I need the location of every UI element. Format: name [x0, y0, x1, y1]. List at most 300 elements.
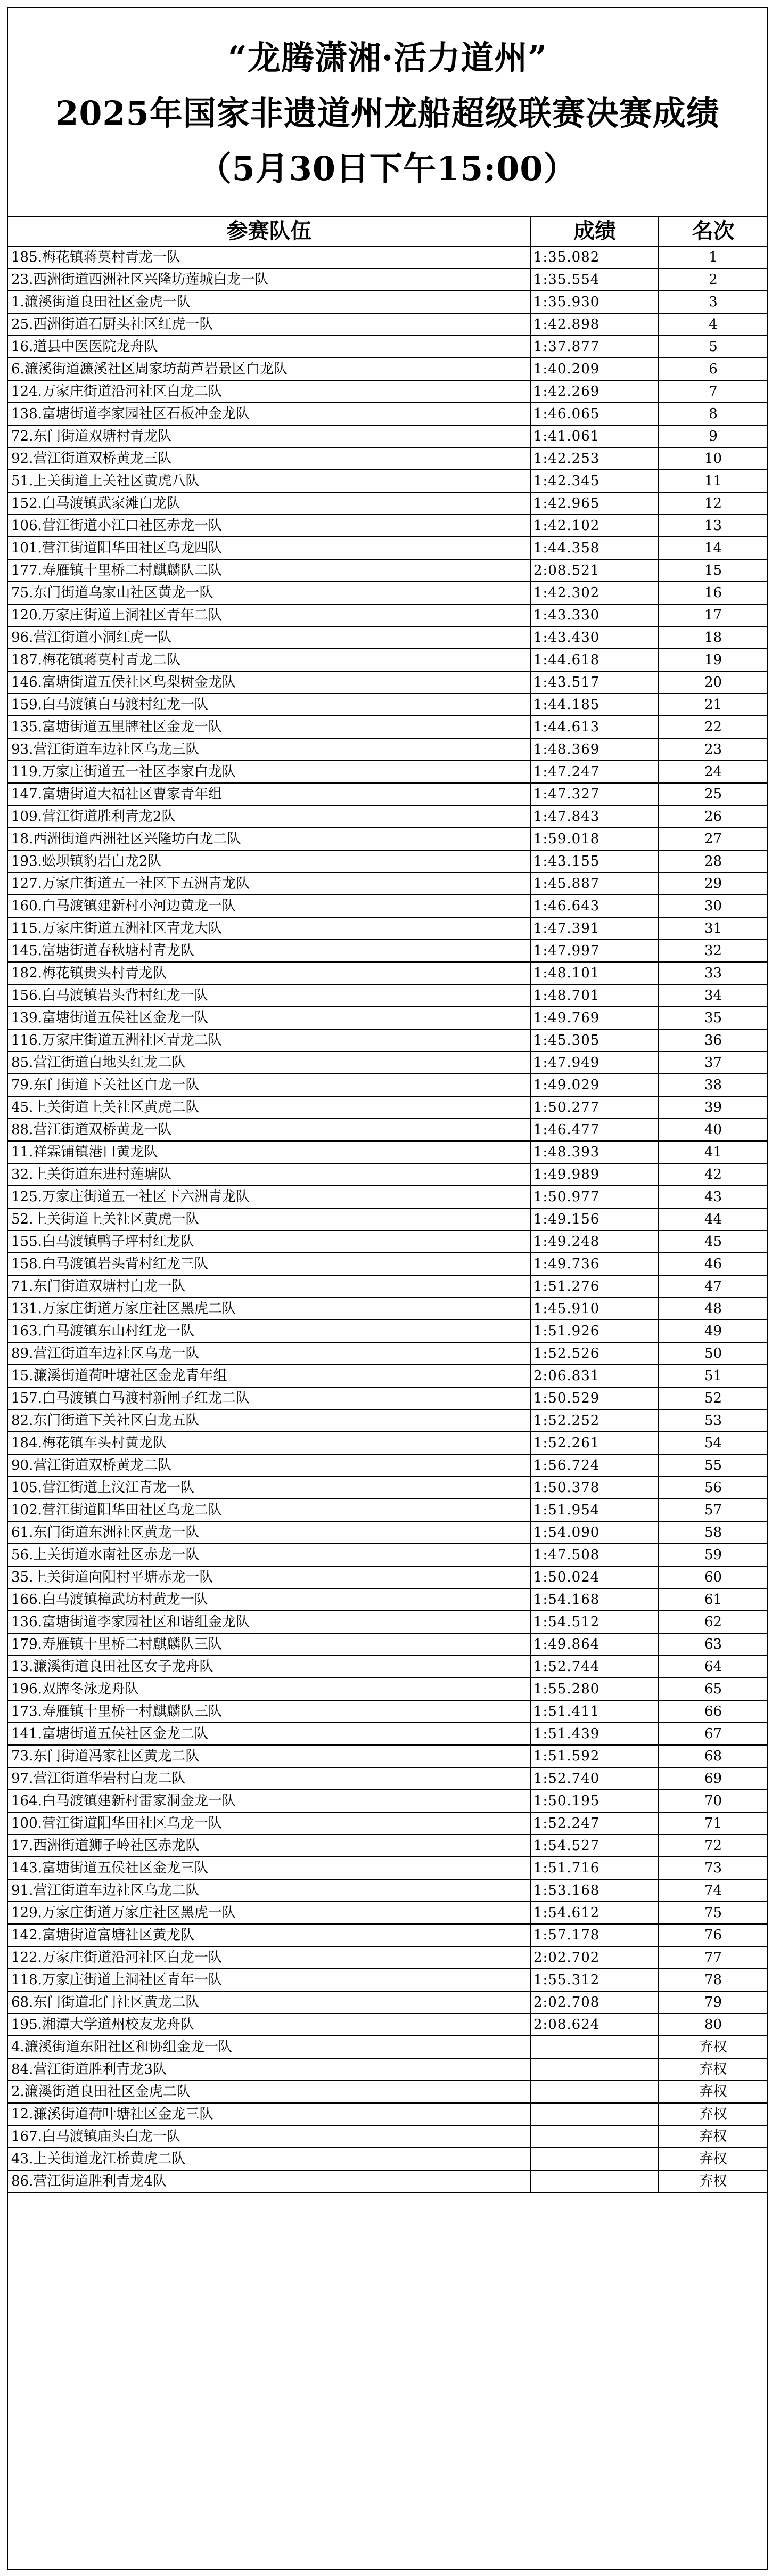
team-name-cell: 97.营江街道华岩村白龙二队 [8, 1767, 531, 1790]
table-row [8, 2036, 767, 2058]
score-cell: 1:45.910 [531, 1298, 659, 1320]
score-cell: 1:41.061 [531, 425, 659, 447]
team-name-cell: 156.白马渡镇岩头背村红龙一队 [8, 984, 531, 1007]
team-name-cell: 164.白马渡镇建新村雷家洞金龙一队 [8, 1790, 531, 1812]
score-cell: 1:51.411 [531, 1700, 659, 1723]
rank-cell: 7 [659, 380, 767, 403]
rank-cell: 弃权 [659, 2125, 767, 2148]
table-row [8, 582, 767, 604]
rank-cell: 25 [659, 783, 767, 805]
score-cell: 1:47.843 [531, 805, 659, 828]
table-row [8, 1745, 767, 1767]
score-cell: 1:51.716 [531, 1857, 659, 1879]
rank-cell: 68 [659, 1745, 767, 1767]
score-cell: 1:35.082 [531, 246, 659, 268]
table-row [8, 671, 767, 694]
table-row [8, 2103, 767, 2125]
table-row [8, 1208, 767, 1230]
table-row [8, 1051, 767, 1074]
team-name-cell: 167.白马渡镇庙头白龙一队 [8, 2125, 531, 2148]
table-row [8, 1611, 767, 1633]
score-cell [531, 2058, 659, 2081]
rank-cell: 34 [659, 984, 767, 1007]
table-row [8, 1096, 767, 1119]
score-cell: 1:46.065 [531, 403, 659, 425]
rank-cell: 35 [659, 1007, 767, 1029]
table-row [8, 1991, 767, 2013]
table-row [8, 850, 767, 873]
team-name-cell: 12.濂溪街道荷叶塘社区金龙三队 [8, 2103, 531, 2125]
score-cell: 1:42.898 [531, 313, 659, 336]
score-cell: 1:49.156 [531, 1208, 659, 1230]
rank-cell: 70 [659, 1790, 767, 1812]
team-name-cell: 131.万家庄街道万家庄社区黑虎二队 [8, 1298, 531, 1320]
rank-cell: 32 [659, 940, 767, 962]
score-cell: 1:52.744 [531, 1656, 659, 1678]
team-name-cell: 51.上关街道上关社区黄虎八队 [8, 470, 531, 492]
rank-cell: 弃权 [659, 2170, 767, 2192]
table-row [8, 1767, 767, 1790]
title-block [8, 8, 767, 217]
score-cell [531, 2125, 659, 2148]
table-row [8, 716, 767, 738]
table-row [8, 1835, 767, 1857]
team-name-cell: 120.万家庄街道上洞社区青年二队 [8, 604, 531, 626]
table-row [8, 358, 767, 380]
team-name-cell: 84.营江街道胜利青龙3队 [8, 2058, 531, 2081]
table-row [8, 805, 767, 828]
score-cell: 1:35.930 [531, 291, 659, 313]
rank-cell: 3 [659, 291, 767, 313]
rank-cell: 22 [659, 716, 767, 738]
table-row [8, 492, 767, 515]
rank-cell: 72 [659, 1835, 767, 1857]
rank-cell: 19 [659, 649, 767, 671]
table-row [8, 1230, 767, 1253]
rank-cell: 55 [659, 1454, 767, 1477]
team-name-cell: 15.濂溪街道荷叶塘社区金龙青年组 [8, 1365, 531, 1387]
team-name-cell: 71.东门街道双塘村白龙一队 [8, 1275, 531, 1298]
team-name-cell: 116.万家庄街道五洲社区青龙二队 [8, 1029, 531, 1051]
rank-cell: 74 [659, 1879, 767, 1902]
score-cell: 1:49.029 [531, 1074, 659, 1096]
rank-cell: 弃权 [659, 2103, 767, 2125]
score-cell: 1:50.977 [531, 1186, 659, 1208]
score-cell [531, 2081, 659, 2103]
score-cell: 2:08.521 [531, 559, 659, 582]
team-name-cell: 106.营江街道小江口社区赤龙一队 [8, 515, 531, 537]
table-row [8, 1163, 767, 1186]
rank-cell: 54 [659, 1432, 767, 1454]
team-name-cell: 105.营江街道上汶江青龙一队 [8, 1477, 531, 1499]
score-cell: 2:06.831 [531, 1365, 659, 1387]
table-row [8, 1253, 767, 1275]
team-name-cell: 68.东门街道北门社区黄龙二队 [8, 1991, 531, 2013]
score-cell: 1:51.592 [531, 1745, 659, 1767]
rank-cell: 73 [659, 1857, 767, 1879]
table-row [8, 470, 767, 492]
rank-cell: 27 [659, 828, 767, 850]
team-name-cell: 159.白马渡镇白马渡村红龙一队 [8, 694, 531, 716]
score-cell: 1:51.954 [531, 1499, 659, 1521]
rank-cell: 77 [659, 1946, 767, 1969]
table-row [8, 1879, 767, 1902]
rank-cell: 48 [659, 1298, 767, 1320]
rank-cell: 44 [659, 1208, 767, 1230]
table-row [8, 1812, 767, 1835]
table-row [8, 2125, 767, 2148]
rank-cell: 57 [659, 1499, 767, 1521]
score-cell: 1:54.090 [531, 1521, 659, 1544]
rank-cell: 12 [659, 492, 767, 515]
score-cell: 1:48.369 [531, 738, 659, 761]
team-name-cell: 72.东门街道双塘村青龙队 [8, 425, 531, 447]
team-name-cell: 25.西洲街道石厨头社区红虎一队 [8, 313, 531, 336]
team-name-cell: 101.营江街道阳华田社区乌龙四队 [8, 537, 531, 559]
score-cell: 1:42.269 [531, 380, 659, 403]
rank-cell: 弃权 [659, 2148, 767, 2170]
table-row [8, 873, 767, 895]
score-cell: 1:44.358 [531, 537, 659, 559]
table-row [8, 1365, 767, 1387]
score-cell: 1:50.277 [531, 1096, 659, 1119]
rank-cell: 78 [659, 1969, 767, 1991]
team-name-cell: 196.双牌冬泳龙舟队 [8, 1678, 531, 1700]
team-name-cell: 193.蚣坝镇豹岩白龙2队 [8, 850, 531, 873]
table-row [8, 1119, 767, 1141]
table-row [8, 1454, 767, 1477]
score-cell: 1:52.740 [531, 1767, 659, 1790]
rank-cell: 41 [659, 1141, 767, 1163]
team-name-cell: 177.寿雁镇十里桥二村麒麟队二队 [8, 559, 531, 582]
rank-cell: 56 [659, 1477, 767, 1499]
column-header-team: 参赛队伍 [8, 217, 531, 246]
rank-cell: 62 [659, 1611, 767, 1633]
team-name-cell: 145.富塘街道春秋塘村青龙队 [8, 940, 531, 962]
team-name-cell: 184.梅花镇车头村黄龙队 [8, 1432, 531, 1454]
team-name-cell: 79.东门街道下关社区白龙一队 [8, 1074, 531, 1096]
team-name-cell: 75.东门街道乌家山社区黄龙一队 [8, 582, 531, 604]
team-name-cell: 4.濂溪街道东阳社区和协组金龙一队 [8, 2036, 531, 2058]
table-row [8, 1588, 767, 1611]
team-name-cell: 124.万家庄街道沿河社区白龙二队 [8, 380, 531, 403]
rank-cell: 26 [659, 805, 767, 828]
team-name-cell: 182.梅花镇贵头村青龙队 [8, 962, 531, 984]
rank-cell: 39 [659, 1096, 767, 1119]
rank-cell: 80 [659, 2013, 767, 2036]
rank-cell: 弃权 [659, 2036, 767, 2058]
team-name-cell: 166.白马渡镇樟武坊村黄龙一队 [8, 1588, 531, 1611]
team-name-cell: 32.上关街道东进村莲塘队 [8, 1163, 531, 1186]
team-name-cell: 135.富塘街道五里牌社区金龙一队 [8, 716, 531, 738]
table-row [8, 1387, 767, 1409]
rank-cell: 75 [659, 1902, 767, 1924]
table-row [8, 1678, 767, 1700]
rank-cell: 20 [659, 671, 767, 694]
score-cell: 1:54.512 [531, 1611, 659, 1633]
team-name-cell: 122.万家庄街道沿河社区白龙一队 [8, 1946, 531, 1969]
team-name-cell: 17.西洲街道狮子岭社区赤龙队 [8, 1835, 531, 1857]
table-row [8, 1544, 767, 1566]
team-name-cell: 143.富塘街道五侯社区金龙三队 [8, 1857, 531, 1879]
team-name-cell: 23.西洲街道西洲社区兴隆坊莲城白龙一队 [8, 268, 531, 291]
rank-cell: 69 [659, 1767, 767, 1790]
score-cell [531, 2148, 659, 2170]
team-name-cell: 91.营江街道车边社区乌龙二队 [8, 1879, 531, 1902]
team-name-cell: 56.上关街道水南社区赤龙一队 [8, 1544, 531, 1566]
score-cell: 1:49.989 [531, 1163, 659, 1186]
team-name-cell: 157.白马渡镇白马渡村新闸子红龙二队 [8, 1387, 531, 1409]
rank-cell: 31 [659, 917, 767, 940]
rank-cell: 49 [659, 1320, 767, 1342]
score-cell: 1:49.736 [531, 1253, 659, 1275]
table-body [8, 246, 767, 2192]
team-name-cell: 118.万家庄街道上洞社区青年一队 [8, 1969, 531, 1991]
rank-cell: 5 [659, 336, 767, 358]
table-row [8, 1409, 767, 1432]
table-row [8, 761, 767, 783]
team-name-cell: 13.濂溪街道良田社区女子龙舟队 [8, 1656, 531, 1678]
rank-cell: 38 [659, 1074, 767, 1096]
rank-cell: 76 [659, 1924, 767, 1946]
table-row [8, 1521, 767, 1544]
team-name-cell: 52.上关街道上关社区黄虎一队 [8, 1208, 531, 1230]
rank-cell: 4 [659, 313, 767, 336]
table-row [8, 2170, 767, 2192]
rank-cell: 33 [659, 962, 767, 984]
rank-cell: 51 [659, 1365, 767, 1387]
team-name-cell: 90.营江街道双桥黄龙二队 [8, 1454, 531, 1477]
score-cell: 1:43.155 [531, 850, 659, 873]
score-cell: 2:08.624 [531, 2013, 659, 2036]
table-row [8, 336, 767, 358]
rank-cell: 43 [659, 1186, 767, 1208]
table-row [8, 1633, 767, 1656]
table-row [8, 1969, 767, 1991]
team-name-cell: 102.营江街道阳华田社区乌龙二队 [8, 1499, 531, 1521]
table-row [8, 537, 767, 559]
team-name-cell: 35.上关街道向阳村平塘赤龙一队 [8, 1566, 531, 1588]
team-name-cell: 195.湘潭大学道州校友龙舟队 [8, 2013, 531, 2036]
score-cell: 1:44.618 [531, 649, 659, 671]
team-name-cell: 152.白马渡镇武家滩白龙队 [8, 492, 531, 515]
score-cell: 1:42.302 [531, 582, 659, 604]
table-row [8, 380, 767, 403]
table-row [8, 649, 767, 671]
score-cell: 1:47.508 [531, 1544, 659, 1566]
score-cell: 1:46.643 [531, 895, 659, 917]
rank-cell: 16 [659, 582, 767, 604]
team-name-cell: 6.濂溪街道濂溪社区周家坊葫芦岩景区白龙队 [8, 358, 531, 380]
score-cell: 1:59.018 [531, 828, 659, 850]
score-cell: 1:47.247 [531, 761, 659, 783]
team-name-cell: 160.白马渡镇建新村小河边黄龙一队 [8, 895, 531, 917]
rank-cell: 13 [659, 515, 767, 537]
table-row [8, 291, 767, 313]
score-cell: 1:50.378 [531, 1477, 659, 1499]
score-cell: 1:49.769 [531, 1007, 659, 1029]
column-header-score: 成绩 [531, 217, 659, 246]
team-name-cell: 100.营江街道阳华田社区乌龙一队 [8, 1812, 531, 1835]
score-cell: 1:52.261 [531, 1432, 659, 1454]
table-row [8, 694, 767, 716]
team-name-cell: 127.万家庄街道五一社区下五洲青龙队 [8, 873, 531, 895]
team-name-cell: 142.富塘街道富塘社区黄龙队 [8, 1924, 531, 1946]
score-cell: 1:48.101 [531, 962, 659, 984]
table-row [8, 313, 767, 336]
rank-cell: 47 [659, 1275, 767, 1298]
team-name-cell: 158.白马渡镇岩头背村红龙三队 [8, 1253, 531, 1275]
team-name-cell: 88.营江街道双桥黄龙一队 [8, 1119, 531, 1141]
rank-cell: 67 [659, 1723, 767, 1745]
table-row [8, 1186, 767, 1208]
team-name-cell: 86.营江街道胜利青龙4队 [8, 2170, 531, 2192]
title-event: 2025年国家非遗道州龙船超级联赛决赛成绩 [55, 94, 720, 133]
score-cell: 1:43.517 [531, 671, 659, 694]
team-name-cell: 82.东门街道下关社区白龙五队 [8, 1409, 531, 1432]
team-name-cell: 173.寿雁镇十里桥一村麒麟队三队 [8, 1700, 531, 1723]
team-name-cell: 141.富塘街道五侯社区金龙二队 [8, 1723, 531, 1745]
team-name-cell: 1.濂溪街道良田社区金虎一队 [8, 291, 531, 313]
table-row [8, 268, 767, 291]
table-row [8, 1656, 767, 1678]
rank-cell: 50 [659, 1342, 767, 1365]
rank-cell: 52 [659, 1387, 767, 1409]
score-cell: 1:40.209 [531, 358, 659, 380]
rank-cell: 37 [659, 1051, 767, 1074]
score-cell: 1:55.312 [531, 1969, 659, 1991]
score-cell: 1:50.529 [531, 1387, 659, 1409]
table-row [8, 1320, 767, 1342]
table-row [8, 1477, 767, 1499]
table-row [8, 1924, 767, 1946]
score-cell: 1:42.345 [531, 470, 659, 492]
rank-cell: 36 [659, 1029, 767, 1051]
team-name-cell: 61.东门街道东洲社区黄龙一队 [8, 1521, 531, 1544]
rank-cell: 79 [659, 1991, 767, 2013]
score-cell: 1:55.280 [531, 1678, 659, 1700]
rank-cell: 11 [659, 470, 767, 492]
score-cell: 1:48.393 [531, 1141, 659, 1163]
table-row [8, 559, 767, 582]
score-cell: 1:51.926 [531, 1320, 659, 1342]
team-name-cell: 155.白马渡镇鸭子坪村红龙队 [8, 1230, 531, 1253]
title-time: （5月30日下午15:00） [198, 149, 577, 188]
rank-cell: 21 [659, 694, 767, 716]
team-name-cell: 89.营江街道车边社区乌龙一队 [8, 1342, 531, 1365]
table-row [8, 895, 767, 917]
rank-cell: 59 [659, 1544, 767, 1566]
rank-cell: 58 [659, 1521, 767, 1544]
table-row [8, 1790, 767, 1812]
rank-cell: 45 [659, 1230, 767, 1253]
team-name-cell: 115.万家庄街道五洲社区青龙大队 [8, 917, 531, 940]
team-name-cell: 2.濂溪街道良田社区金虎二队 [8, 2081, 531, 2103]
table-row [8, 447, 767, 470]
rank-cell: 65 [659, 1678, 767, 1700]
score-cell [531, 2103, 659, 2125]
team-name-cell: 93.营江街道车边社区乌龙三队 [8, 738, 531, 761]
table-row [8, 1007, 767, 1029]
score-cell: 1:44.613 [531, 716, 659, 738]
score-cell: 1:43.430 [531, 626, 659, 649]
score-cell: 1:48.701 [531, 984, 659, 1007]
score-cell: 1:45.887 [531, 873, 659, 895]
rank-cell: 24 [659, 761, 767, 783]
score-cell: 1:37.877 [531, 336, 659, 358]
score-cell: 1:35.554 [531, 268, 659, 291]
table-row [8, 2013, 767, 2036]
score-cell: 1:52.252 [531, 1409, 659, 1432]
team-name-cell: 11.祥霖铺镇港口黄龙队 [8, 1141, 531, 1163]
score-cell: 1:47.327 [531, 783, 659, 805]
team-name-cell: 96.营江街道小洞红虎一队 [8, 626, 531, 649]
rank-cell: 66 [659, 1700, 767, 1723]
rank-cell: 10 [659, 447, 767, 470]
table-row [8, 2148, 767, 2170]
rank-cell: 63 [659, 1633, 767, 1656]
table-row [8, 940, 767, 962]
team-name-cell: 146.富塘街道五侯社区鸟梨树金龙队 [8, 671, 531, 694]
results-table [8, 217, 767, 2193]
score-cell: 1:54.168 [531, 1588, 659, 1611]
team-name-cell: 138.富塘街道李家园社区石板冲金龙队 [8, 403, 531, 425]
table-row [8, 1298, 767, 1320]
table-row [8, 403, 767, 425]
score-cell: 1:50.024 [531, 1566, 659, 1588]
team-name-cell: 125.万家庄街道五一社区下六洲青龙队 [8, 1186, 531, 1208]
table-row [8, 1342, 767, 1365]
rank-cell: 9 [659, 425, 767, 447]
team-name-cell: 45.上关街道上关社区黄虎二队 [8, 1096, 531, 1119]
rank-cell: 17 [659, 604, 767, 626]
rank-cell: 60 [659, 1566, 767, 1588]
rank-cell: 8 [659, 403, 767, 425]
table-row [8, 783, 767, 805]
table-row [8, 738, 767, 761]
rank-cell: 71 [659, 1812, 767, 1835]
team-name-cell: 16.道县中医医院龙舟队 [8, 336, 531, 358]
table-row [8, 246, 767, 268]
team-name-cell: 73.东门街道冯家社区黄龙二队 [8, 1745, 531, 1767]
score-cell: 1:52.247 [531, 1812, 659, 1835]
team-name-cell: 109.营江街道胜利青龙2队 [8, 805, 531, 828]
rank-cell: 61 [659, 1588, 767, 1611]
team-name-cell: 179.寿雁镇十里桥二村麒麟队三队 [8, 1633, 531, 1656]
table-row [8, 626, 767, 649]
score-cell: 1:49.864 [531, 1633, 659, 1656]
table-row [8, 1275, 767, 1298]
rank-cell: 23 [659, 738, 767, 761]
title-slogan: “龙腾潇湘·活力道州” [228, 38, 547, 77]
score-cell: 1:45.305 [531, 1029, 659, 1051]
score-cell [531, 2170, 659, 2192]
team-name-cell: 92.营江街道双桥黄龙三队 [8, 447, 531, 470]
table-header-row [8, 217, 767, 246]
rank-cell: 46 [659, 1253, 767, 1275]
score-cell: 1:51.439 [531, 1723, 659, 1745]
score-cell: 1:49.248 [531, 1230, 659, 1253]
table-row [8, 984, 767, 1007]
team-name-cell: 119.万家庄街道五一社区李家白龙队 [8, 761, 531, 783]
score-cell: 1:50.195 [531, 1790, 659, 1812]
score-cell: 2:02.708 [531, 1991, 659, 2013]
table-row [8, 1902, 767, 1924]
team-name-cell: 129.万家庄街道万家庄社区黑虎一队 [8, 1902, 531, 1924]
rank-cell: 6 [659, 358, 767, 380]
rank-cell: 弃权 [659, 2081, 767, 2103]
table-row [8, 1700, 767, 1723]
